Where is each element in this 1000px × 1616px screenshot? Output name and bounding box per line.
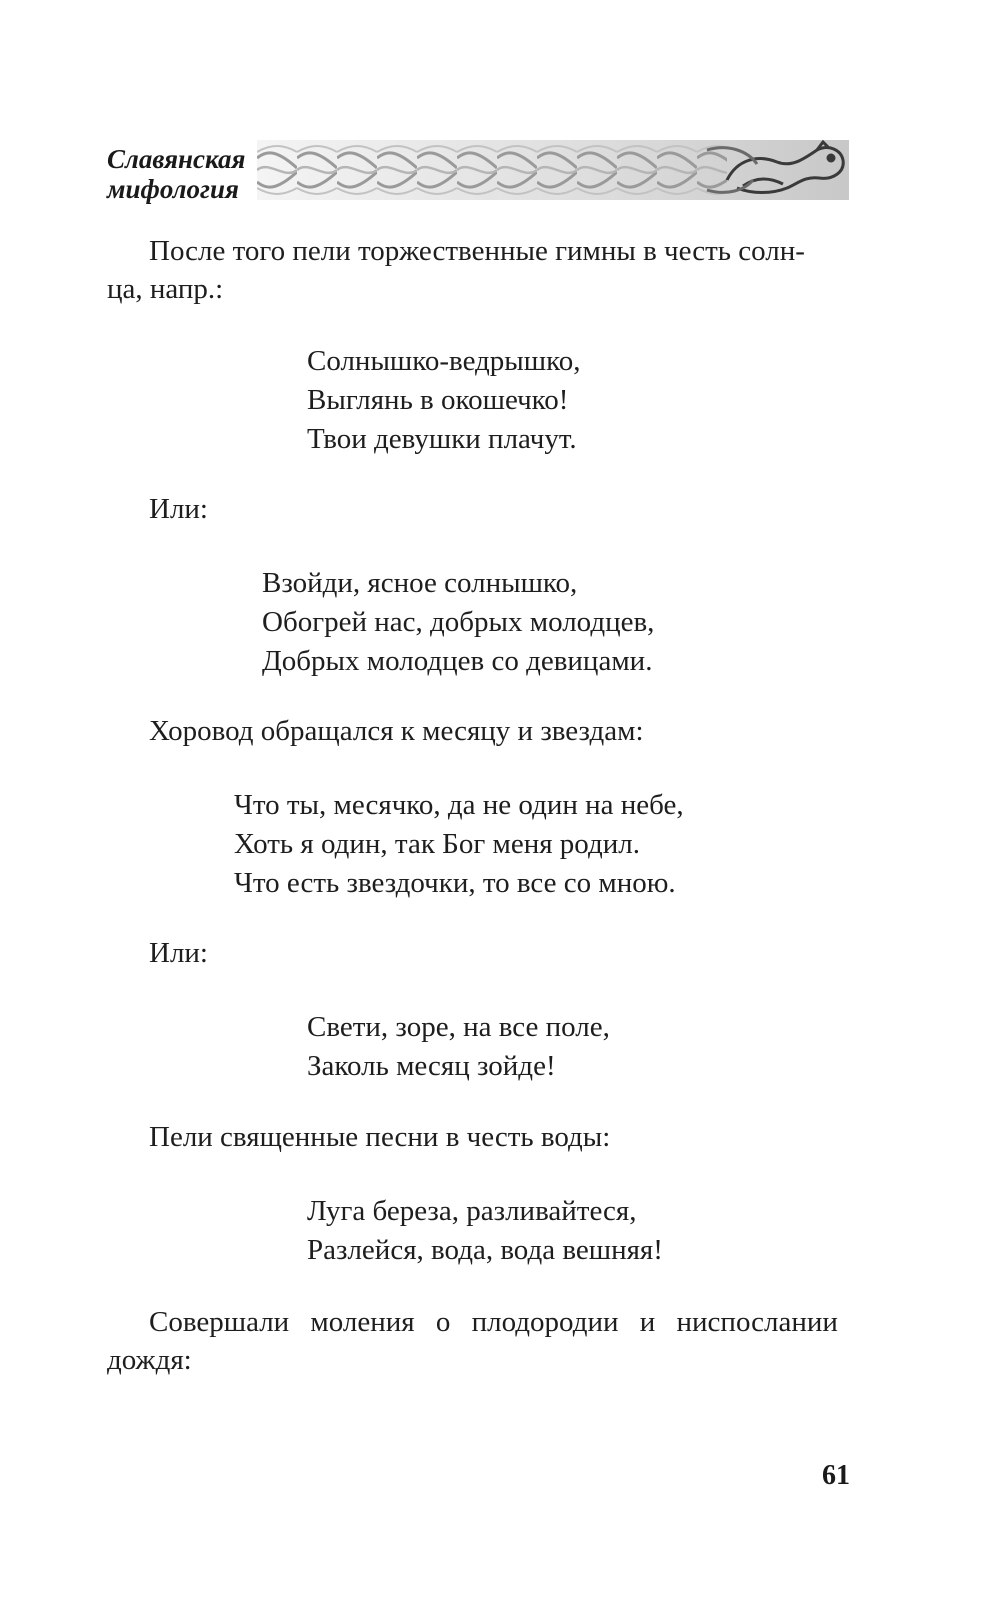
verse-line: Что есть звездочки, то все со мною. (234, 867, 676, 899)
verse-line: Взойди, ясное солнышко, (262, 567, 578, 599)
paragraph-4 (107, 1303, 849, 1379)
paragraph-3: Пели священные песни в честь воды: (149, 1121, 611, 1153)
verse-line: Заколь месяц зойде! (307, 1050, 556, 1082)
paragraph-4-line-2: дождя: (107, 1344, 192, 1376)
verse-line: Добрых молодцев со девицами. (262, 645, 653, 677)
verse-3 (234, 786, 684, 903)
paragraph-4-line-1 (107, 1303, 849, 1341)
verse-line: Твои девушки плачут. (307, 423, 577, 455)
running-title-line-1: Славянская (107, 144, 246, 174)
verse-line: Луга береза, разливайтеся, (307, 1195, 637, 1227)
verse-5 (307, 1192, 663, 1270)
or-label-2: Или: (149, 937, 208, 969)
braided-ornament-icon (257, 140, 849, 200)
verse-line: Солнышко-ведрышко, (307, 345, 581, 377)
running-header (107, 138, 849, 204)
verse-line: Хоть я один, так Бог меня родил. (234, 828, 640, 860)
verse-2 (262, 564, 654, 681)
page-number: 61 (822, 1460, 850, 1491)
verse-line: Что ты, месячко, да не один на небе, (234, 789, 684, 821)
or-label-1: Или: (149, 493, 208, 525)
verse-4 (307, 1008, 610, 1086)
verse-line: Разлейся, вода, вода вешняя! (307, 1234, 663, 1266)
paragraph-2: Хоровод обращался к месяцу и звездам: (149, 715, 644, 747)
running-title (107, 144, 255, 204)
paragraph-4-line-1-text: Совершали моления о плодородии и ниспослании (149, 1306, 838, 1338)
verse-line: Выглянь в окошечко! (307, 384, 569, 416)
verse-1 (307, 342, 581, 459)
running-title-line-2: мифология (107, 174, 239, 204)
paragraph-1-line-1: После того пели торжественные гимны в честь солн- (149, 235, 805, 267)
paragraph-1 (107, 232, 849, 308)
verse-line: Обогрей нас, добрых молодцев, (262, 606, 655, 638)
verse-line: Свети, зоре, на все поле, (307, 1011, 610, 1043)
paragraph-1-line-2: ца, напр.: (107, 273, 224, 305)
